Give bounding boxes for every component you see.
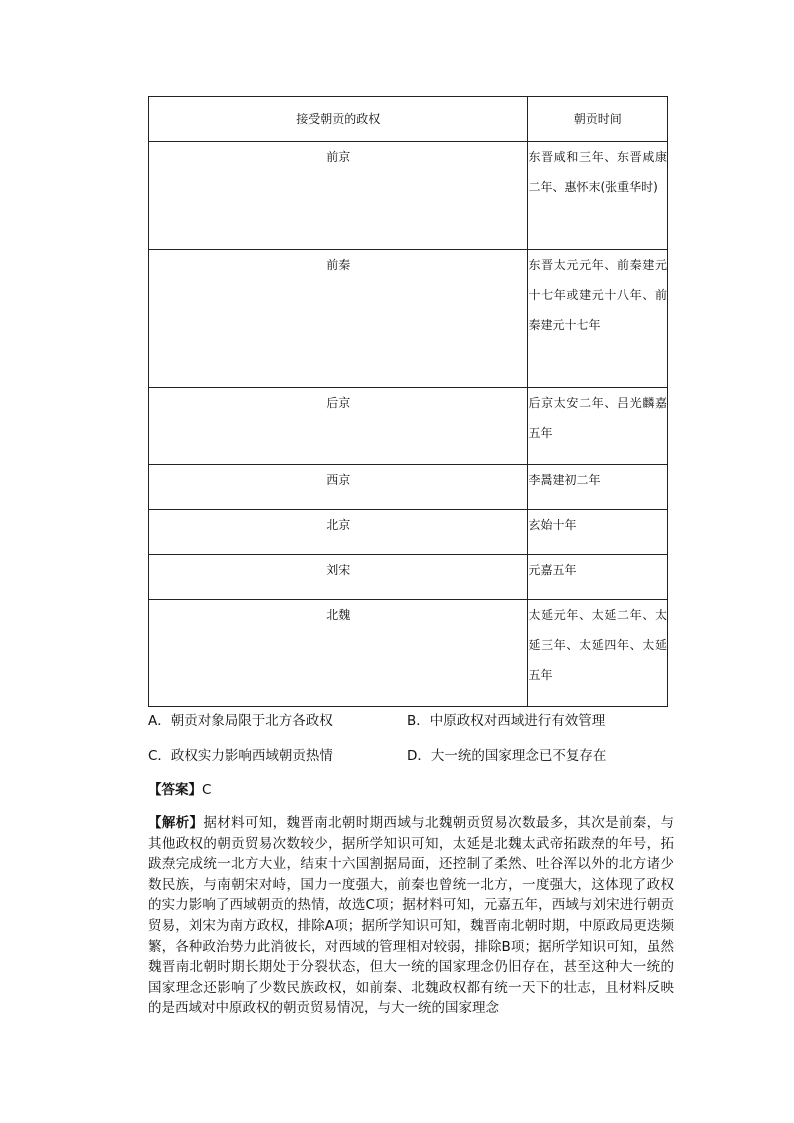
table-row [149,465,668,510]
option-c: C．政权实力影响西域朝贡热情 [148,748,333,764]
table-header-row [149,97,668,142]
table-row [149,388,668,465]
regime-cell: 前秦 [149,250,528,388]
time-cell: 李暠建初二年 [528,465,668,510]
table-row [149,600,668,707]
regime-cell: 前京 [149,142,528,250]
regime-cell: 后京 [149,388,528,465]
table-row [149,142,668,250]
table-row [149,555,668,600]
time-cell: 东晋咸和三年、东晋咸康二年、惠怀末(张重华时) [528,142,668,250]
option-b: B．中原政权对西域进行有效管理 [407,713,606,729]
analysis-label: 【解析】 [148,815,204,831]
tribute-table [148,96,668,707]
regime-cell: 西京 [149,465,528,510]
analysis-text: 据材料可知，魏晋南北朝时期西域与北魏朝贡贸易次数最多，其次是前秦，与其他政权的朝贡贸易次数较少，据所学知识可知，太延是北魏太武帝拓跋焘的年号，拓跋焘完成统一北方大业，结束十六国割据局面，还控制了柔然、吐谷浑以外的北方诸少数民族，与南朝宋对峙，国力一度强大，前秦也曾统一北方，一度强大，这体现了政权的实力影响了西域朝贡的热情，故选C项；据材料可知，元嘉五年，西域与刘宋进行朝贡贸易，刘宋为南方政权，排除A项；据所学知识可知，魏晋南北朝时期，中原政局更迭频繁，各种政治势力此消彼长，对西域的管理相对较弱，排除B项；据所学知识可知，虽然魏晋南北朝时期长期处于分裂状态，但大一统的国家理念仍旧存在，甚至这种大一统的国家理念还影响了少数民族政权，如前秦、北魏政权都有统一天下的壮志，且材料反映的是西域对中原政权的朝贡贸易情况，与大一统的国家理念 [148,815,674,1017]
answer-label: 【答案】 [148,782,202,798]
time-cell: 东晋太元元年、前秦建元十七年或建元十八年、前秦建元十七年 [528,250,668,388]
option-a: A．朝贡对象局限于北方各政权 [148,713,333,729]
regime-cell: 刘宋 [149,555,528,600]
answer-line [148,778,211,798]
analysis-paragraph [148,813,674,1019]
regime-cell: 北京 [149,510,528,555]
table-row [149,250,668,388]
option-d: D．大一统的国家理念已不复存在 [407,748,607,764]
regime-cell: 北魏 [149,600,528,707]
time-cell: 元嘉五年 [528,555,668,600]
time-cell: 后京太安二年、吕光麟嘉五年 [528,388,668,465]
time-cell: 太延元年、太延二年、太延三年、太延四年、太延五年 [528,600,668,707]
header-time: 朝贡时间 [528,97,668,142]
answer-value: C [202,782,212,798]
time-cell: 玄始十年 [528,510,668,555]
header-regime: 接受朝贡的政权 [149,97,528,142]
table-row [149,510,668,555]
